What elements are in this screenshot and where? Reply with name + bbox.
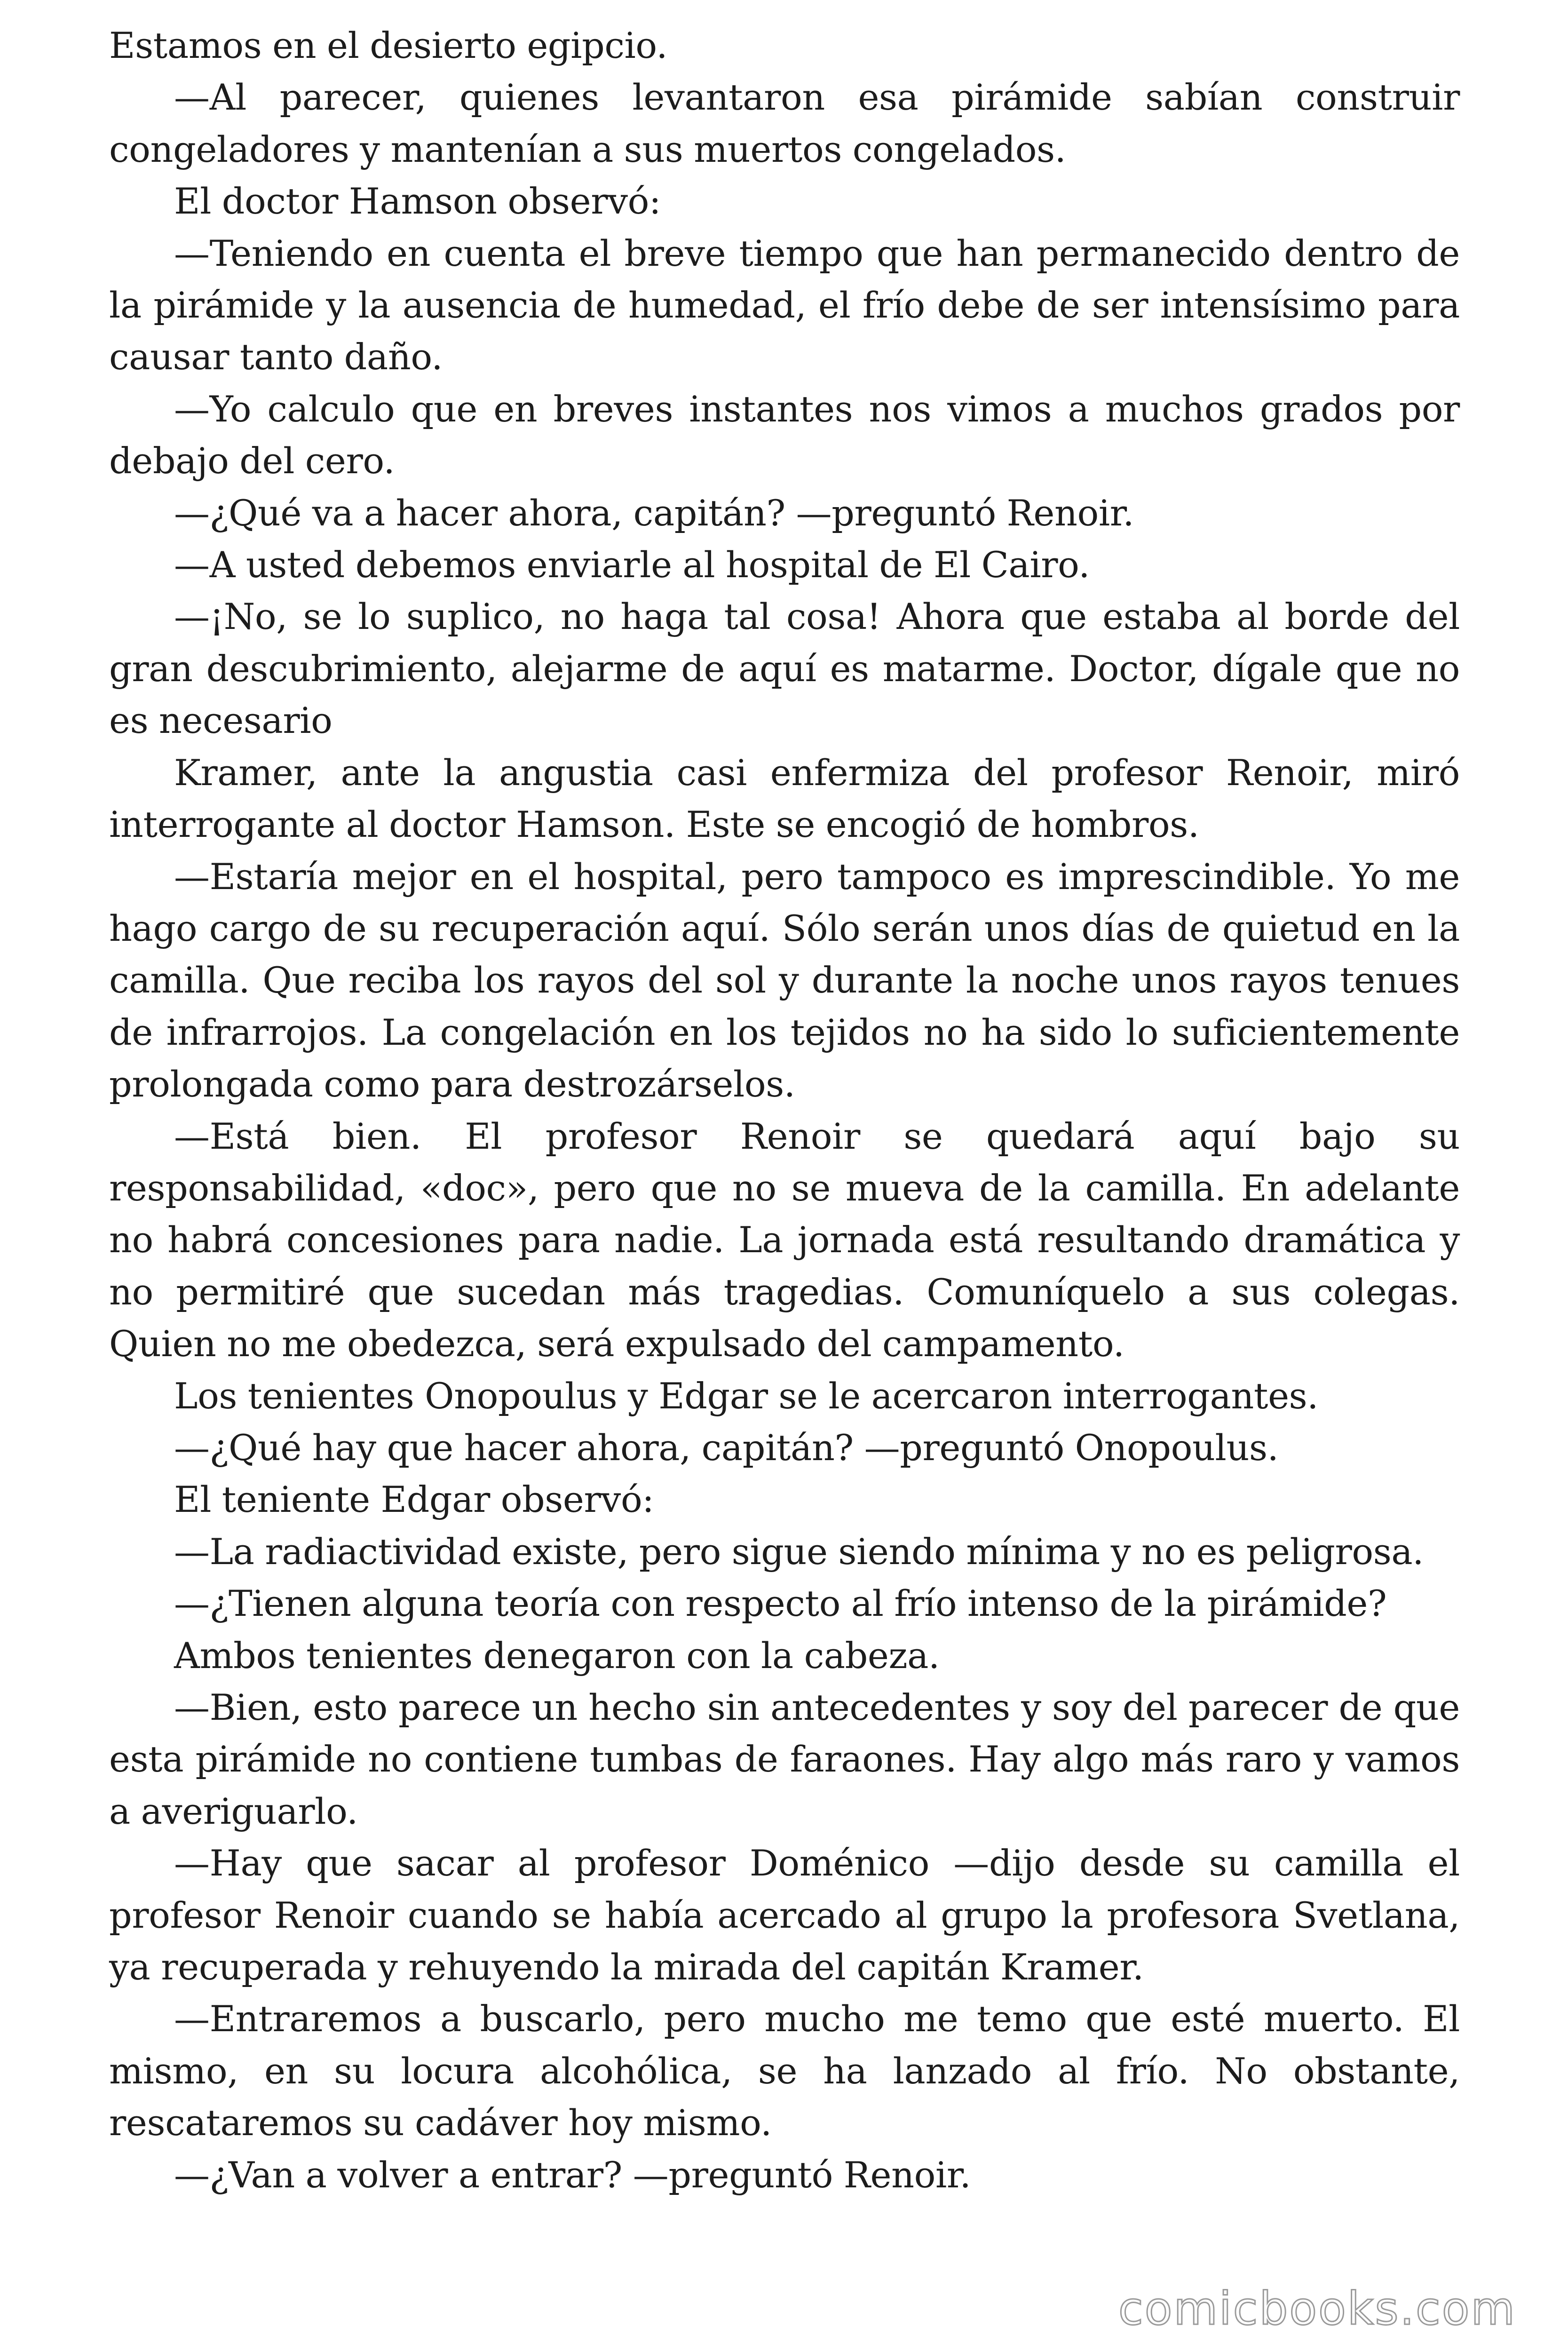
paragraph: —A usted debemos enviarle al hospital de El Cairo. (174, 544, 1090, 586)
paragraph: —Bien, esto parece un hecho sin antecedentes y soy del parecer de que esta pirámide no contiene tumbas de faraones. Hay algo más raro y vamos a averiguarlo. (109, 1686, 1460, 1832)
paragraph: —¿Van a volver a entrar? —preguntó Renoir. (174, 2153, 971, 2196)
paragraph: El doctor Hamson observó: (174, 180, 661, 222)
paragraph: —Teniendo en cuenta el breve tiempo que han permanecido dentro de la pirámide y la ausencia de humedad, el frío debe de ser intensísimo para causar tanto daño. (109, 232, 1460, 378)
paragraph: Los tenientes Onopoulus y Edgar se le acercaron interrogantes. (174, 1375, 1319, 1417)
paragraph: —Estaría mejor en el hospital, pero tampoco es imprescindible. Yo me hago cargo de su recuperación aquí. Sólo serán unos días de quietud en la camilla. Que reciba los rayos del sol y durante la noche unos rayos tenues de infrarrojos. La congelación en los tejidos no ha sido lo suficientemente prolongada como para destrozárselos. (109, 855, 1460, 1105)
paragraph: Estamos en el desierto egipcio. (109, 24, 668, 66)
paragraph: —¿Qué va a hacer ahora, capitán? —preguntó Renoir. (174, 492, 1134, 534)
paragraph: —Está bien. El profesor Renoir se quedará aquí bajo su responsabilidad, «doc», pero que no se mueva de la camilla. En adelante no habrá concesiones para nadie. La jornada está resultando dramática y no permitiré que sucedan más tragedias. Comuníquelo a sus colegas. Quien no me obedezca, será expulsado del campamento. (109, 1115, 1460, 1365)
paragraph: —Al parecer, quienes levantaron esa pirámide sabían construir congeladores y mantenían a sus muertos congelados. (109, 76, 1460, 170)
body-text (109, 20, 1460, 2201)
paragraph: —Entraremos a buscarlo, pero mucho me temo que esté muerto. El mismo, en su locura alcohólica, se ha lanzado al frío. No obstante, rescataremos su cadáver hoy mismo. (109, 1998, 1460, 2144)
paragraph: —Hay que sacar al profesor Doménico —dijo desde su camilla el profesor Renoir cuando se había acercado al grupo la profesora Svetlana, ya recuperada y rehuyendo la mirada del capitán Kramer. (109, 1842, 1460, 1988)
paragraph: Kramer, ante la angustia casi enfermiza del profesor Renoir, miró interrogante al doctor Hamson. Este se encogió de hombros. (109, 751, 1460, 846)
paragraph: —¡No, se lo suplico, no haga tal cosa! Ahora que estaba al borde del gran descubrimiento, alejarme de aquí es matarme. Doctor, dígale que no es necesario (109, 596, 1460, 742)
paragraph: —La radiactividad existe, pero sigue siendo mínima y no es peligrosa. (174, 1530, 1424, 1573)
paragraph: —Yo calculo que en breves instantes nos vimos a muchos grados por debajo del cero. (109, 388, 1460, 482)
watermark: comicbooks.com (1118, 2282, 1516, 2335)
paragraph: —¿Tienen alguna teoría con respecto al frío intenso de la pirámide? (174, 1582, 1387, 1625)
paragraph: —¿Qué hay que hacer ahora, capitán? —preguntó Onopoulus. (174, 1426, 1279, 1469)
paragraph: El teniente Edgar observó: (174, 1478, 654, 1521)
paragraph: Ambos tenientes denegaron con la cabeza. (174, 1634, 940, 1677)
